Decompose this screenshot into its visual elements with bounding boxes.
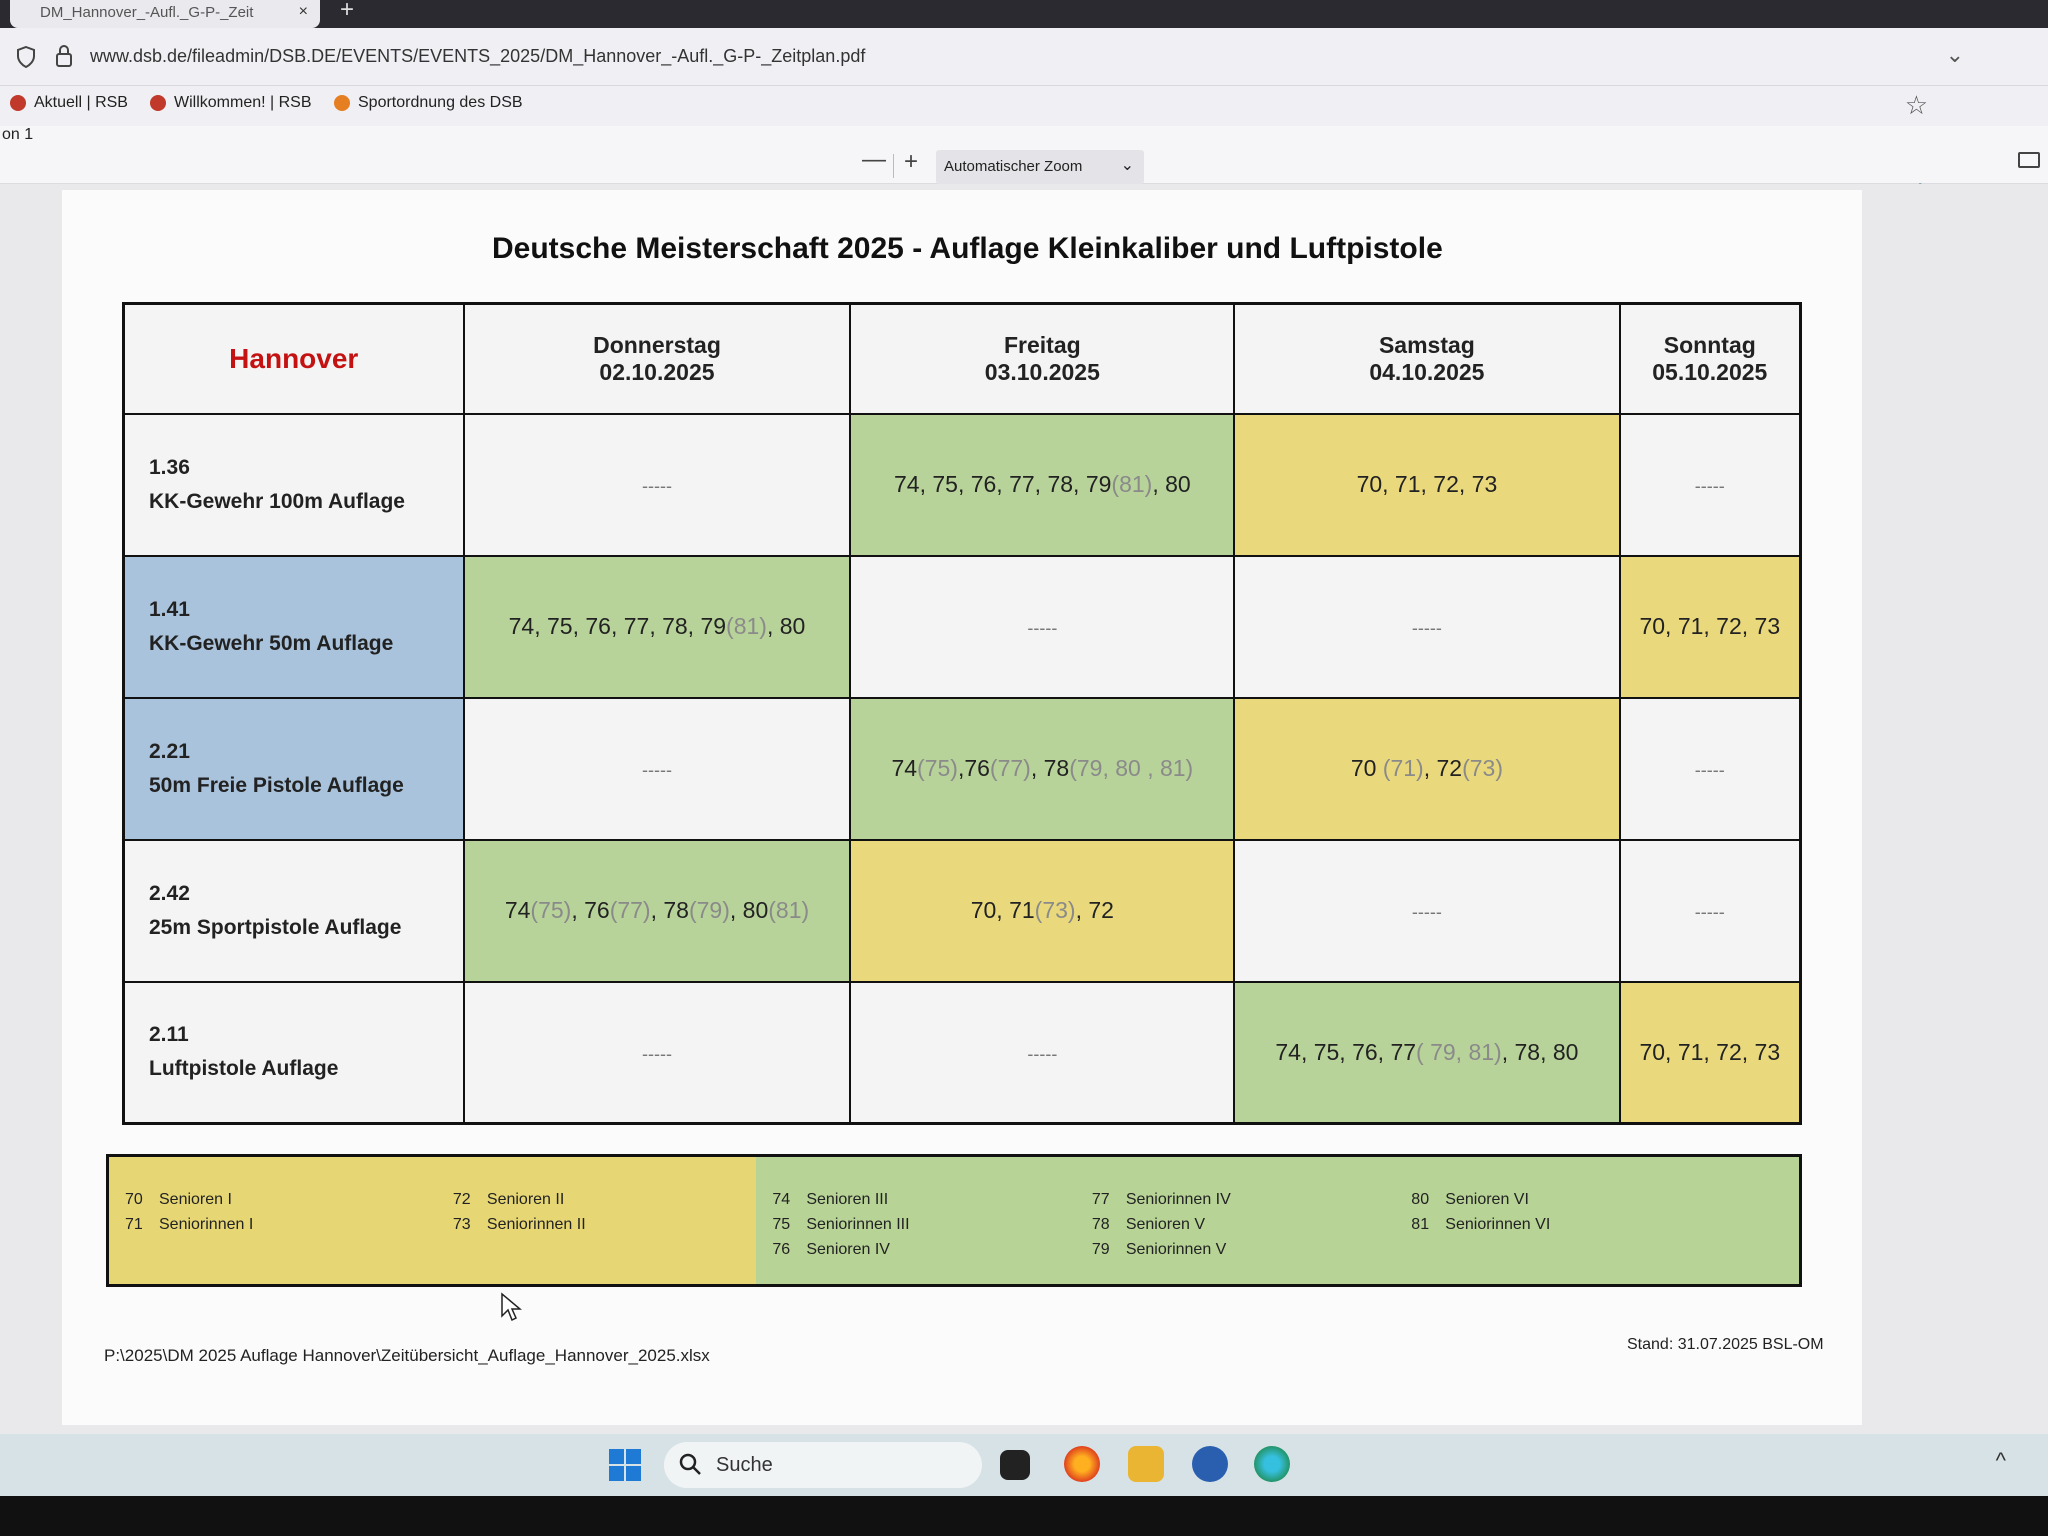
header-row (124, 304, 1801, 414)
class-numbers: (75) (530, 897, 572, 923)
legend-group (1076, 1156, 1395, 1286)
tab-bar (0, 0, 2048, 28)
chevron-up-icon[interactable]: ^ (1995, 1448, 2006, 1473)
file-path: P:\2025\DM 2025 Auflage Hannover\Zeitübersicht_Auflage_Hannover_2025.xlsx (104, 1346, 710, 1365)
tab-pdf[interactable] (10, 0, 320, 28)
day-header: Sonntag 05.10.2025 (1620, 304, 1801, 414)
class-numbers: ,76 (957, 755, 990, 781)
discipline-name: 25m Sportpistole Auflage (149, 915, 402, 939)
class-numbers: ----- (1694, 760, 1725, 780)
legend-class-number: 81 (1411, 1216, 1430, 1233)
class-numbers: ( 79, 81) (1416, 1038, 1502, 1065)
page-title: Deutsche Meisterschaft 2025 - Auflage Kleinkaliber und Luftpistole (492, 232, 1443, 265)
task-view-icon[interactable] (1000, 1450, 1030, 1480)
legend-class-name: Seniorinnen VI (1445, 1216, 1551, 1233)
class-numbers: 74 (504, 897, 531, 923)
discipline-name: KK-Gewehr 100m Auflage (149, 489, 405, 513)
chevron-down-icon[interactable]: ⌄ (1945, 42, 1964, 67)
class-numbers: , 80 (766, 613, 806, 639)
class-numbers: (81) (726, 613, 767, 639)
lock-icon[interactable] (54, 44, 74, 68)
table-row (124, 982, 1801, 1124)
chevron-down-icon: ⌄ (1120, 157, 1134, 174)
new-tab-button[interactable]: + (340, 0, 355, 23)
legend-group (437, 1156, 756, 1286)
screen-bezel (0, 1496, 2048, 1536)
url-bar (0, 28, 2048, 86)
class-numbers: 70, 71, 72, 73 (1639, 1038, 1781, 1065)
legend-class-number: 77 (1091, 1191, 1110, 1208)
legend-entry (772, 1212, 1059, 1237)
schedule-cell (464, 698, 851, 840)
legend-class-name: Seniorinnen II (486, 1216, 586, 1233)
class-numbers: , 80 (729, 897, 769, 923)
taskbar (0, 1434, 2048, 1496)
bookmark-sportordnung[interactable] (334, 94, 523, 112)
class-numbers: 70, 71 (970, 897, 1035, 923)
taskbar-search[interactable] (664, 1442, 982, 1488)
rsb-favicon-icon (150, 95, 166, 111)
discipline-name: Luftpistole Auflage (149, 1057, 339, 1081)
schedule-cell (1620, 698, 1801, 840)
mouse-cursor-icon (500, 1292, 522, 1322)
bookmark-label: Sportordnung des DSB (358, 94, 523, 111)
schedule-cell (1234, 982, 1619, 1124)
discipline-code: 1.41 (149, 597, 190, 621)
discipline-cell (124, 556, 464, 698)
class-numbers: (79, 80 , 81) (1069, 755, 1194, 781)
legend-class-number: 78 (1091, 1216, 1110, 1233)
legend-class-name: Senioren V (1125, 1216, 1205, 1233)
stand-date: Stand: 31.07.2025 BSL-OM (1627, 1336, 1824, 1353)
schedule-cell (464, 840, 851, 982)
legend-class-number: 74 (772, 1191, 791, 1208)
class-numbers: (77) (989, 755, 1031, 781)
schedule-cell (1234, 414, 1619, 556)
legend-class-name: Senioren III (806, 1191, 889, 1208)
class-numbers: ----- (1027, 618, 1058, 638)
schedule-cell (1620, 840, 1801, 982)
legend-class-name: Senioren II (486, 1191, 565, 1208)
city-header: Hannover (124, 304, 464, 414)
legend-table (106, 1154, 1802, 1287)
pdf-toolbar (0, 126, 2048, 184)
schedule-cell (1620, 414, 1801, 556)
zoom-out-button[interactable]: — (862, 146, 886, 173)
legend-entry (1411, 1212, 1783, 1237)
legend-entry (125, 1187, 421, 1212)
class-numbers: 70 (1350, 755, 1383, 781)
legend-class-number: 73 (452, 1216, 471, 1233)
legend-class-name: Senioren I (159, 1191, 232, 1208)
legend-entry (125, 1212, 421, 1237)
discipline-cell (124, 698, 464, 840)
legend-entry (1092, 1237, 1379, 1262)
schedule-cell (850, 556, 1234, 698)
class-numbers: ----- (1411, 618, 1442, 638)
legend-entry (772, 1187, 1059, 1212)
class-numbers: (81) (768, 897, 810, 923)
discipline-cell (124, 840, 464, 982)
firefox-icon[interactable] (1064, 1446, 1100, 1482)
zoom-in-button[interactable]: + (904, 148, 919, 175)
class-numbers: 74, 75, 76, 77 (1275, 1038, 1417, 1065)
class-numbers: , 72 (1075, 897, 1114, 923)
legend-class-number: 72 (452, 1191, 471, 1208)
legend-class-name: Seniorinnen V (1125, 1241, 1227, 1258)
windows-start-icon[interactable] (608, 1448, 642, 1482)
class-numbers: , 78, 80 (1501, 1038, 1579, 1065)
edge-icon[interactable] (1254, 1446, 1290, 1482)
legend-class-name: Senioren IV (806, 1241, 890, 1258)
discipline-code: 2.21 (149, 739, 190, 763)
page-number[interactable]: on 1 (2, 126, 34, 143)
class-numbers: (75) (917, 755, 958, 781)
table-row (124, 698, 1801, 840)
table-row (124, 414, 1801, 556)
legend-entry (453, 1212, 740, 1237)
legend-entry (1092, 1187, 1379, 1212)
legend-group (108, 1156, 437, 1286)
legend-class-number: 71 (125, 1216, 143, 1233)
search-label: Suche (716, 1454, 773, 1476)
legend-class-name: Seniorinnen IV (1125, 1191, 1231, 1208)
schedule-table (122, 302, 1802, 1125)
class-numbers: , 78 (650, 897, 689, 923)
legend-entry (772, 1237, 1059, 1262)
search-icon (678, 1452, 702, 1476)
file-explorer-icon[interactable] (1128, 1446, 1164, 1482)
legend-class-number: 79 (1091, 1241, 1110, 1258)
legend-class-number: 70 (125, 1191, 143, 1208)
app-icon[interactable] (1192, 1446, 1228, 1482)
class-numbers: , 76 (571, 897, 610, 923)
dsb-favicon-icon (334, 95, 350, 111)
legend-class-name: Seniorinnen III (806, 1216, 910, 1233)
zoom-select[interactable] (936, 150, 1144, 184)
schedule-cell (464, 414, 851, 556)
legend-row (108, 1156, 1801, 1286)
discipline-code: 1.36 (149, 455, 190, 479)
class-numbers: (79) (688, 897, 730, 923)
schedule-cell (464, 556, 851, 698)
legend-class-name: Seniorinnen I (159, 1216, 254, 1233)
legend-entry (1092, 1212, 1379, 1237)
class-numbers: 70, 71, 72, 73 (1356, 471, 1498, 497)
schedule-cell (1620, 982, 1801, 1124)
rsb-favicon-icon (10, 95, 26, 111)
bookmark-star-icon[interactable]: ☆ (1904, 90, 1928, 120)
discipline-name: KK-Gewehr 50m Auflage (149, 631, 394, 655)
schedule-cell (1234, 840, 1619, 982)
day-header: Samstag 04.10.2025 (1234, 304, 1619, 414)
schedule-cell (850, 698, 1234, 840)
zoom-value: Automatischer Zoom (944, 158, 1083, 175)
class-numbers: ----- (1694, 476, 1725, 496)
schedule-cell (1234, 698, 1619, 840)
legend-entry (1411, 1187, 1783, 1212)
class-numbers: ----- (641, 1043, 672, 1064)
class-numbers: , 72 (1423, 755, 1463, 781)
class-numbers: 74, 75, 76, 77, 78, 79 (894, 471, 1112, 497)
discipline-name: 50m Freie Pistole Auflage (149, 773, 404, 797)
toolbar-divider (893, 154, 894, 178)
class-numbers: 74, 75, 76, 77, 78, 79 (508, 613, 727, 639)
legend-class-name: Senioren VI (1445, 1191, 1529, 1208)
bookmarks-bar (0, 86, 2048, 126)
class-numbers: 70, 71, 72, 73 (1639, 613, 1781, 639)
tab-close-icon[interactable]: × (298, 3, 308, 20)
legend-group (756, 1156, 1075, 1286)
class-numbers: (73) (1462, 755, 1503, 781)
schedule-cell (1620, 556, 1801, 698)
class-numbers: (81) (1111, 471, 1153, 497)
class-numbers: , 80 (1152, 471, 1191, 497)
discipline-code: 2.42 (149, 881, 190, 905)
legend-class-number: 80 (1411, 1191, 1430, 1208)
bookmark-label: Aktuell | RSB (34, 94, 128, 111)
class-numbers: (71) (1382, 755, 1424, 781)
class-numbers: ----- (1411, 902, 1442, 922)
schedule-cell (850, 414, 1234, 556)
class-numbers: ----- (1694, 902, 1725, 922)
tab-title: DM_Hannover_-Aufl._G-P-_Zeit (40, 4, 254, 21)
bookmark-aktuell-rsb[interactable] (10, 94, 128, 112)
bookmark-label: Willkommen! | RSB (174, 94, 312, 111)
schedule-cell (850, 840, 1234, 982)
table-row (124, 840, 1801, 982)
bookmark-willkommen-rsb[interactable] (150, 94, 312, 112)
legend-class-number: 76 (772, 1241, 791, 1258)
class-numbers: ----- (1027, 1043, 1058, 1064)
schedule-cell (850, 982, 1234, 1124)
url-input[interactable]: www.dsb.de/fileadmin/DSB.DE/EVENTS/EVENTS_2025/DM_Hannover_-Aufl._G-P-_Zeitplan.pdf (90, 46, 866, 66)
class-numbers: ----- (641, 476, 672, 496)
schedule-cell (1234, 556, 1619, 698)
class-numbers: (73) (1034, 897, 1076, 923)
discipline-cell (124, 414, 464, 556)
class-numbers: , 78 (1030, 755, 1070, 781)
document-area (0, 184, 2048, 1434)
discipline-code: 2.11 (149, 1023, 189, 1047)
class-numbers: (77) (609, 897, 651, 923)
folder-icon[interactable] (2018, 152, 2040, 168)
legend-entry (453, 1187, 740, 1212)
table-row (124, 556, 1801, 698)
day-header: Freitag 03.10.2025 (850, 304, 1234, 414)
discipline-cell (124, 982, 464, 1124)
legend-class-number: 75 (772, 1216, 791, 1233)
day-header: Donnerstag 02.10.2025 (464, 304, 851, 414)
class-numbers: ----- (641, 760, 672, 780)
legend-group (1395, 1156, 1800, 1286)
pdf-page (62, 190, 1862, 1425)
schedule-cell (464, 982, 851, 1124)
class-numbers: 74 (891, 755, 918, 781)
shield-icon[interactable] (16, 46, 36, 68)
